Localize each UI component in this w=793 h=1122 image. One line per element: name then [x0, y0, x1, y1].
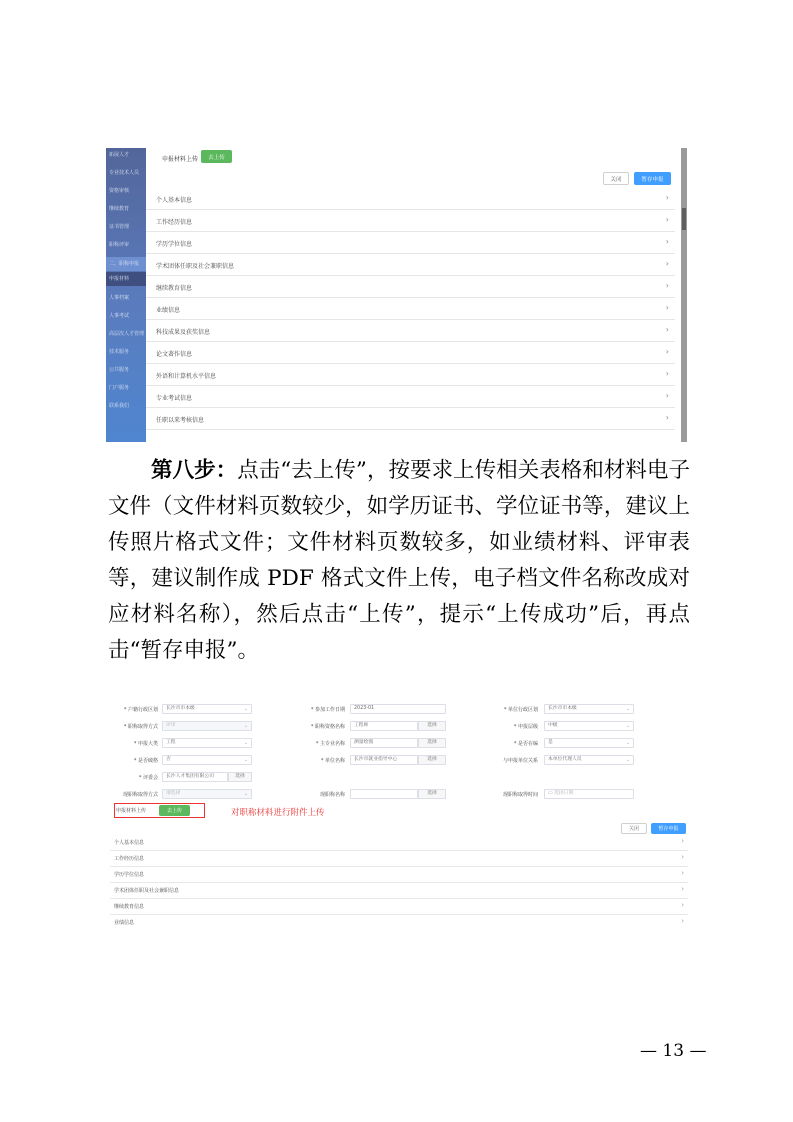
chevron-right-icon: › — [681, 853, 684, 861]
close-button[interactable]: 关闭 — [603, 172, 629, 185]
list-item-label: 学历学位信息 — [114, 872, 145, 878]
chevron-down-icon: ⌄ — [243, 791, 248, 797]
field-label: * 参加工作日期 — [310, 707, 345, 713]
chevron-down-icon: ⌄ — [625, 706, 630, 712]
chevron-right-icon: › — [665, 325, 669, 334]
list-item-label: 个人基本信息 — [156, 197, 193, 204]
calendar-icon: ▭ — [548, 791, 555, 796]
select-button[interactable]: 选择 — [418, 789, 446, 799]
select-button[interactable]: 选择 — [418, 755, 446, 765]
list-item-label: 工作经历信息 — [156, 219, 193, 226]
chevron-down-icon: ⌄ — [243, 706, 248, 712]
chevron-right-icon: › — [665, 369, 669, 378]
field-value: 否 — [166, 757, 171, 762]
sidebar-item[interactable]: 高层次人才管理 — [109, 331, 145, 337]
exception-select[interactable] — [162, 755, 252, 765]
field-value: 2023-01 — [354, 706, 375, 711]
chevron-right-icon: › — [681, 901, 684, 909]
list-item-label: 工作经历信息 — [114, 856, 145, 862]
field-label: 现职称取得方式 — [122, 792, 158, 798]
list-item-label: 论文著作信息 — [156, 351, 193, 358]
material-panel — [146, 148, 681, 442]
list-item-label: 科技成果及获奖信息 — [156, 329, 211, 336]
staffing-select[interactable] — [544, 738, 634, 748]
unit-relation-select[interactable] — [544, 755, 634, 765]
field-value: 本单位代理人员 — [548, 757, 582, 762]
field-value: 测量绘图 — [354, 740, 374, 745]
unit-name-input[interactable] — [350, 755, 418, 765]
step-text: 点击“去上传”，按要求上传相关表格和材料电子文件（文件材料页数较少，如学历证书、学位证书等，建议上传照片格式文件；文件材料页数较多，如业绩材料、评审表等，建议制作成 PDF 格式文件上传，电子档文件名称改成对应材料名称），然后点击“上传”，提示“上传成功”后，再点击“暂存申报”。 — [108, 458, 690, 663]
upload-label: 申报材料上传 — [162, 156, 199, 163]
list-item-label: 学术团体任职及社会兼职信息 — [114, 888, 180, 894]
list-item-label: 外语和计算机水平信息 — [156, 373, 217, 380]
list-item-label: 专业考试信息 — [156, 395, 193, 402]
field-value: 选择日期 — [554, 791, 574, 796]
category-select[interactable] — [162, 738, 252, 748]
list-item[interactable] — [146, 298, 675, 320]
chevron-right-icon: › — [665, 347, 669, 356]
go-upload-button[interactable]: 去上传 — [201, 150, 232, 163]
list-item-label: 学术团体任职及社会兼职信息 — [156, 263, 235, 270]
field-value: 工程 — [166, 740, 176, 745]
select-button[interactable]: 选择 — [418, 738, 446, 748]
chevron-right-icon: › — [665, 281, 669, 290]
field-label: * 户籍行政区划 — [123, 707, 158, 713]
sidebar-item[interactable]: 拓展人才 — [109, 152, 130, 158]
level-select[interactable] — [544, 721, 634, 731]
chevron-right-icon: › — [681, 869, 684, 877]
list-item[interactable] — [146, 364, 675, 386]
field-value: 工程师 — [354, 723, 369, 728]
field-label: * 职称资格名称 — [310, 724, 345, 730]
save-declaration-button[interactable]: 暂存申报 — [651, 823, 686, 834]
field-label: * 是否在编 — [513, 741, 538, 747]
sidebar-item[interactable]: 公共服务 — [109, 367, 130, 373]
step-title: 第八步： — [151, 458, 238, 483]
field-value: 长沙市就业指导中心 — [354, 757, 398, 762]
unit-region-select[interactable] — [544, 704, 634, 714]
list-item[interactable] — [110, 851, 688, 867]
sidebar-item[interactable]: 证书管理 — [109, 224, 130, 230]
field-value: 评审 — [166, 723, 176, 728]
list-item[interactable] — [110, 899, 688, 915]
chevron-right-icon: › — [665, 237, 669, 246]
chevron-right-icon: › — [665, 193, 669, 202]
field-value: 长沙人才集团有限公司 — [166, 774, 214, 779]
instruction-paragraph — [108, 453, 690, 669]
list-item[interactable] — [110, 915, 688, 925]
field-label: * 申报层级 — [513, 724, 538, 730]
save-declaration-button[interactable]: 暂存申报 — [634, 172, 671, 185]
list-item[interactable] — [146, 276, 675, 298]
title-name-input[interactable] — [350, 721, 418, 731]
chevron-down-icon: ⌄ — [243, 740, 248, 746]
sidebar — [106, 148, 146, 442]
scrollbar[interactable] — [681, 148, 687, 442]
screenshot-declaration-form — [110, 703, 688, 925]
scrollbar-thumb[interactable] — [682, 208, 686, 230]
info-section-list — [110, 835, 688, 925]
upload-label: 申报材料上传 — [116, 808, 147, 814]
major-name-input[interactable] — [350, 738, 418, 748]
work-start-date-input[interactable] — [350, 704, 446, 714]
field-label: * 单位行政区划 — [503, 707, 538, 713]
chevron-down-icon: ⌄ — [625, 757, 630, 763]
info-section-list — [146, 188, 675, 430]
sidebar-item[interactable]: 专业技术人员 — [109, 170, 140, 176]
field-label: * 申报大类 — [133, 741, 158, 747]
sidebar-item[interactable]: 职称评审 — [109, 242, 130, 248]
annotation-text: 对职称材料进行附件上传 — [231, 808, 325, 818]
sidebar-item[interactable]: 技术服务 — [109, 349, 130, 355]
field-label: * 主专业名称 — [315, 741, 345, 747]
list-item-label: 学历学位信息 — [156, 241, 193, 248]
list-item[interactable] — [146, 386, 675, 408]
list-item[interactable] — [110, 835, 688, 851]
list-item-label: 个人基本信息 — [114, 840, 145, 846]
current-title-name-input[interactable] — [350, 789, 418, 799]
sidebar-item[interactable]: 申报材料 — [106, 272, 146, 286]
chevron-right-icon: › — [681, 917, 684, 925]
sidebar-item[interactable]: 继续教育 — [109, 206, 130, 212]
list-item-label: 继续教育信息 — [114, 904, 145, 910]
list-item-label: 继续教育信息 — [156, 285, 193, 292]
chevron-right-icon: › — [665, 215, 669, 224]
field-value: 中级 — [548, 723, 558, 728]
field-value: 请选择 — [166, 791, 181, 796]
list-item-label: 业绩信息 — [114, 920, 135, 925]
list-item[interactable] — [146, 210, 675, 232]
field-label: * 职称取得方式 — [123, 724, 158, 730]
field-label: * 单位名称 — [320, 758, 345, 764]
list-item[interactable] — [146, 232, 675, 254]
field-value: 是 — [548, 740, 553, 745]
select-button[interactable]: 选择 — [418, 721, 446, 731]
sidebar-item-active[interactable]: 二、职称申报 — [106, 257, 146, 271]
field-value: 长沙市市本级 — [548, 706, 577, 711]
chevron-right-icon: › — [665, 413, 669, 422]
list-item-label: 业绩信息 — [156, 307, 181, 314]
chevron-right-icon: › — [681, 837, 684, 845]
sidebar-item[interactable]: 人事档案 — [109, 295, 130, 301]
go-upload-button[interactable]: 去上传 — [159, 805, 190, 816]
list-item[interactable] — [146, 254, 675, 276]
chevron-right-icon: › — [665, 259, 669, 268]
field-label: 与申报单位关系 — [502, 758, 538, 764]
field-label: 现职称名称 — [319, 792, 345, 798]
select-button[interactable]: 选择 — [228, 772, 252, 782]
sidebar-item[interactable]: 门户服务 — [109, 385, 130, 391]
title-method-select[interactable] — [162, 721, 252, 731]
field-label: 现职称取得时间 — [502, 792, 538, 798]
field-label: * 是否破格 — [133, 758, 158, 764]
screenshot-material-list — [106, 148, 687, 442]
list-item[interactable] — [110, 867, 688, 883]
current-title-date-input[interactable] — [544, 789, 634, 799]
chevron-right-icon: › — [665, 303, 669, 312]
page-number: — 13 — — [640, 1041, 707, 1061]
sidebar-item[interactable]: 联系我们 — [109, 403, 130, 409]
list-item[interactable] — [146, 342, 675, 364]
list-item[interactable] — [146, 320, 675, 342]
field-label: * 评委会 — [138, 775, 158, 781]
list-item[interactable] — [110, 883, 688, 899]
chevron-right-icon: › — [681, 885, 684, 893]
list-item-label: 任职以来考核信息 — [156, 417, 205, 424]
field-value: 长沙市市本级 — [166, 706, 195, 711]
chevron-down-icon: ⌄ — [625, 723, 630, 729]
committee-input[interactable] — [162, 772, 228, 782]
list-item[interactable] — [146, 188, 675, 210]
chevron-down-icon: ⌄ — [625, 740, 630, 746]
chevron-down-icon: ⌄ — [243, 723, 248, 729]
sidebar-item[interactable]: 人事考试 — [109, 313, 130, 319]
current-title-method-select[interactable] — [162, 789, 252, 799]
household-region-select[interactable] — [162, 704, 252, 714]
chevron-right-icon: › — [665, 391, 669, 400]
close-button[interactable]: 关闭 — [621, 823, 647, 834]
sidebar-item[interactable]: 资格审核 — [109, 188, 130, 194]
chevron-down-icon: ⌄ — [243, 757, 248, 763]
list-item[interactable] — [146, 408, 675, 430]
